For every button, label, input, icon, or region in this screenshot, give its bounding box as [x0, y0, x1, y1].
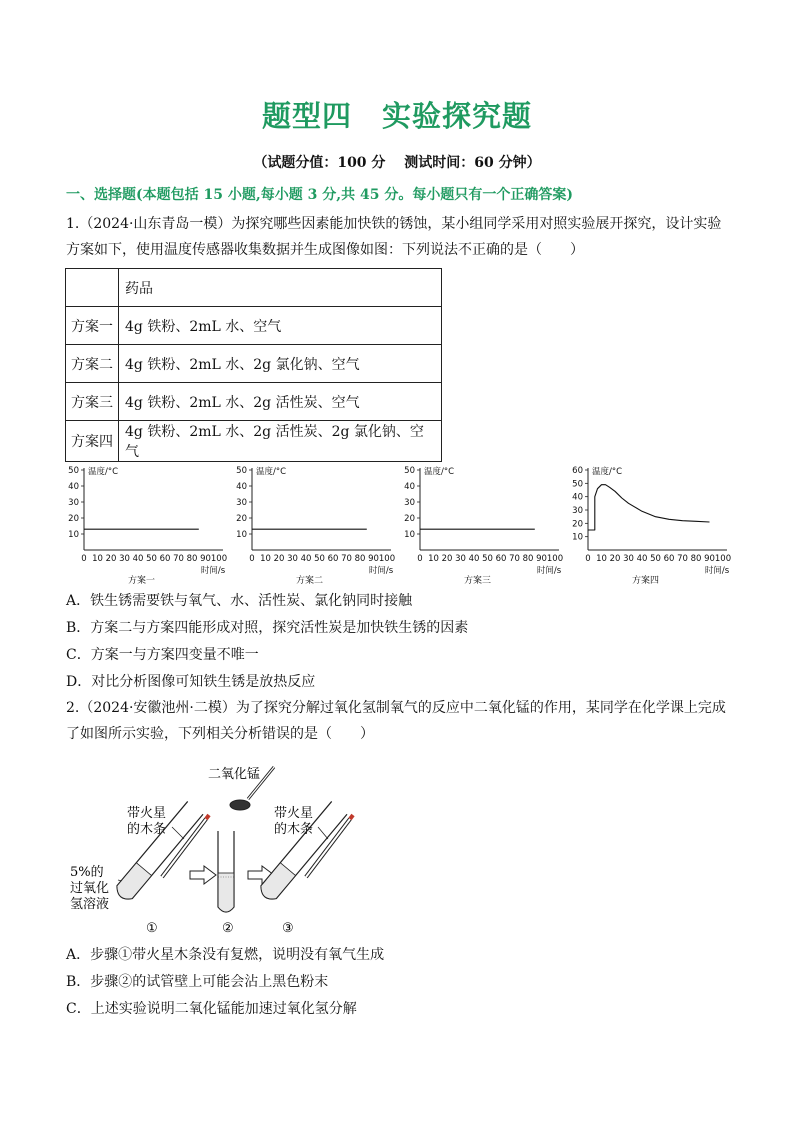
splint-leader-2	[318, 827, 328, 839]
table-cell: 4g 铁粉、2mL 水、2g 活性炭、空气	[119, 383, 442, 421]
test-tube-2	[218, 831, 234, 912]
table-header-cell	[66, 269, 119, 307]
y-tick-label: 40	[236, 482, 247, 492]
mno2-label: 二氧化锰	[208, 767, 261, 782]
table-cell: 方案三	[66, 383, 119, 421]
y-tick-label: 50	[236, 466, 247, 476]
table-cell: 4g 铁粉、2mL 水、空气	[119, 307, 442, 345]
x-tick-label: 40	[300, 554, 312, 564]
x-tick-label: 20	[273, 554, 285, 564]
x-tick-label: 40	[636, 554, 648, 564]
x-tick-label: 80	[522, 554, 534, 564]
splint-label-1a: 带火星	[127, 806, 167, 821]
question-1-line-1: 1.（2024·山东青岛一模）为探究哪些因素能加快铁的锈蚀，某小组同学采用对照实验展开探究，设计实验	[66, 216, 722, 232]
x-tick-label: 90	[200, 554, 211, 564]
y-tick-label: 30	[404, 498, 415, 508]
x-tick-label: 50	[314, 554, 325, 564]
y-tick-label: 40	[404, 482, 415, 492]
x-tick-label: 70	[677, 554, 688, 564]
apparatus-svg	[60, 755, 380, 940]
question-2-line-1: 2.（2024·安徽池州·二模）为了探究分解过氧化氢制氧气的反应中二氧化锰的作用，某同学在化学课上完成	[66, 700, 726, 716]
table-row	[66, 421, 442, 462]
y-tick-label: 50	[68, 466, 79, 476]
x-tick-label: 10	[260, 554, 271, 564]
x-tick-label: 60	[495, 554, 507, 564]
x-tick-label: 30	[623, 554, 634, 564]
y-axis-label: 温度/°C	[424, 467, 455, 477]
x-tick-label: 20	[609, 554, 621, 564]
x-tick-label: 10	[92, 554, 103, 564]
x-tick-label: 0	[417, 554, 423, 564]
y-tick-label: 30	[68, 498, 79, 508]
x-tick-label: 10	[428, 554, 439, 564]
x-axis-label: 时间/s	[368, 566, 394, 576]
question-2-option-c: C．上述实验说明二氧化锰能加速过氧化氢分解	[66, 1001, 357, 1017]
x-tick-label: 40	[468, 554, 480, 564]
chart-svg	[230, 462, 400, 584]
x-tick-label: 90	[536, 554, 547, 564]
y-tick-label: 20	[572, 519, 583, 530]
y-tick-label: 10	[404, 530, 415, 540]
x-tick-label: 0	[249, 554, 255, 564]
x-tick-label: 30	[455, 554, 466, 564]
x-tick-label: 40	[132, 554, 144, 564]
x-tick-label: 70	[341, 554, 352, 564]
question-2-line-2: 了如图所示实验，下列相关分析错误的是（ ）	[66, 726, 374, 742]
table-cell: 方案二	[66, 345, 119, 383]
x-tick-label: 100	[546, 554, 564, 564]
y-tick-label: 40	[68, 482, 79, 492]
x-tick-label: 100	[210, 554, 228, 564]
x-tick-label: 100	[378, 554, 396, 564]
step-2-label: ②	[222, 921, 234, 936]
y-axis-label: 温度/°C	[256, 467, 287, 477]
y-tick-label: 50	[404, 466, 415, 476]
exam-meta: （试题分值：100 分 测试时间：60 分钟）	[253, 155, 541, 171]
y-tick-label: 10	[68, 530, 79, 540]
table-header-row	[66, 269, 442, 307]
chart-svg	[566, 462, 738, 584]
y-axis-label: 温度/°C	[592, 467, 623, 477]
y-tick-label: 50	[572, 479, 583, 490]
question-1-option-a: A．铁生锈需要铁与氧气、水、活性炭、氯化钠同时接触	[66, 593, 413, 609]
x-tick-label: 60	[327, 554, 339, 564]
table-row	[66, 345, 442, 383]
step-1-label: ①	[146, 921, 158, 936]
temperature-chart-2	[230, 462, 400, 588]
x-tick-label: 70	[509, 554, 520, 564]
x-tick-label: 20	[441, 554, 453, 564]
splint-label-1b: 的木条	[127, 822, 167, 837]
solution-label-3: 氢溶液	[70, 897, 110, 912]
x-tick-label: 50	[650, 554, 661, 564]
y-tick-label: 10	[236, 530, 247, 540]
splint-leader-1	[172, 827, 184, 839]
section-heading: 一、选择题(本题包括 15 小题,每小题 3 分,共 45 分。每小题只有一个正确答案)	[66, 187, 573, 203]
x-tick-label: 0	[81, 554, 87, 564]
question-1-stem	[66, 214, 746, 260]
x-axis-label: 时间/s	[536, 566, 562, 576]
x-tick-label: 50	[146, 554, 157, 564]
x-tick-label: 50	[482, 554, 493, 564]
chart-svg	[62, 462, 232, 584]
x-tick-label: 90	[368, 554, 379, 564]
question-1-option-d: D．对比分析图像可知铁生锈是放热反应	[66, 674, 316, 690]
x-tick-label: 70	[173, 554, 184, 564]
temperature-chart-4	[566, 462, 738, 588]
x-tick-label: 30	[119, 554, 130, 564]
splint-label-2b: 的木条	[274, 822, 314, 837]
x-tick-label: 60	[159, 554, 171, 564]
table-cell: 方案一	[66, 307, 119, 345]
solution-label-2: 过氧化	[70, 881, 110, 896]
arrow-right-icon	[190, 866, 216, 884]
table-cell: 4g 铁粉、2mL 水、2g 氯化钠、空气	[119, 345, 442, 383]
x-tick-label: 80	[186, 554, 198, 564]
y-tick-label: 20	[236, 514, 247, 524]
y-axis-label: 温度/°C	[88, 467, 119, 477]
x-tick-label: 30	[287, 554, 298, 564]
table-row	[66, 383, 442, 421]
x-tick-label: 0	[585, 554, 591, 564]
x-axis-label: 时间/s	[200, 566, 226, 576]
question-1-line-2: 方案如下，使用温度传感器收集数据并生成图像如图：下列说法不正确的是（ ）	[66, 242, 584, 258]
x-tick-label: 20	[105, 554, 117, 564]
table-cell: 4g 铁粉、2mL 水、2g 活性炭、2g 氯化钠、空气	[119, 421, 442, 462]
x-tick-label: 60	[663, 554, 675, 564]
question-1-option-c: C．方案一与方案四变量不唯一	[66, 647, 259, 663]
x-tick-label: 90	[704, 554, 715, 564]
x-tick-label: 100	[714, 554, 732, 564]
question-2-option-b: B．步骤②的试管壁上可能会沾上黑色粉末	[66, 974, 329, 990]
question-2-option-a: A．步骤①带火星木条没有复燃，说明没有氧气生成	[66, 947, 385, 963]
page-title: 题型四 实验探究题	[261, 99, 532, 133]
chart-svg	[398, 462, 568, 584]
y-tick-label: 20	[68, 514, 79, 524]
question-2-stem	[66, 698, 746, 744]
x-tick-label: 80	[354, 554, 366, 564]
x-axis-label: 时间/s	[704, 566, 730, 576]
chart-caption: 方案三	[463, 576, 492, 584]
step-3-label: ③	[282, 921, 294, 936]
temperature-chart-1	[62, 462, 232, 588]
splint-label-2a: 带火星	[274, 806, 314, 821]
x-tick-label: 80	[690, 554, 702, 564]
temperature-series-line	[588, 485, 710, 530]
question-1-option-b: B．方案二与方案四能形成对照，探究活性炭是加快铁生锈的因素	[66, 620, 469, 636]
y-tick-label: 30	[572, 506, 583, 516]
y-tick-label: 60	[572, 466, 583, 476]
table-cell: 方案四	[66, 421, 119, 462]
x-tick-label: 10	[596, 554, 607, 564]
y-tick-label: 30	[236, 498, 247, 508]
y-tick-label: 40	[572, 492, 583, 503]
chart-caption: 方案四	[631, 576, 660, 584]
table-header-cell: 药品	[119, 269, 442, 307]
apparatus-figure	[60, 755, 380, 944]
chart-caption: 方案二	[295, 576, 324, 584]
y-tick-label: 20	[404, 514, 415, 524]
chart-caption: 方案一	[127, 576, 156, 584]
temperature-chart-3	[398, 462, 568, 588]
solution-label-1: 5%的	[70, 865, 104, 880]
y-tick-label: 10	[572, 532, 583, 543]
experiment-table	[65, 268, 442, 462]
table-row	[66, 307, 442, 345]
